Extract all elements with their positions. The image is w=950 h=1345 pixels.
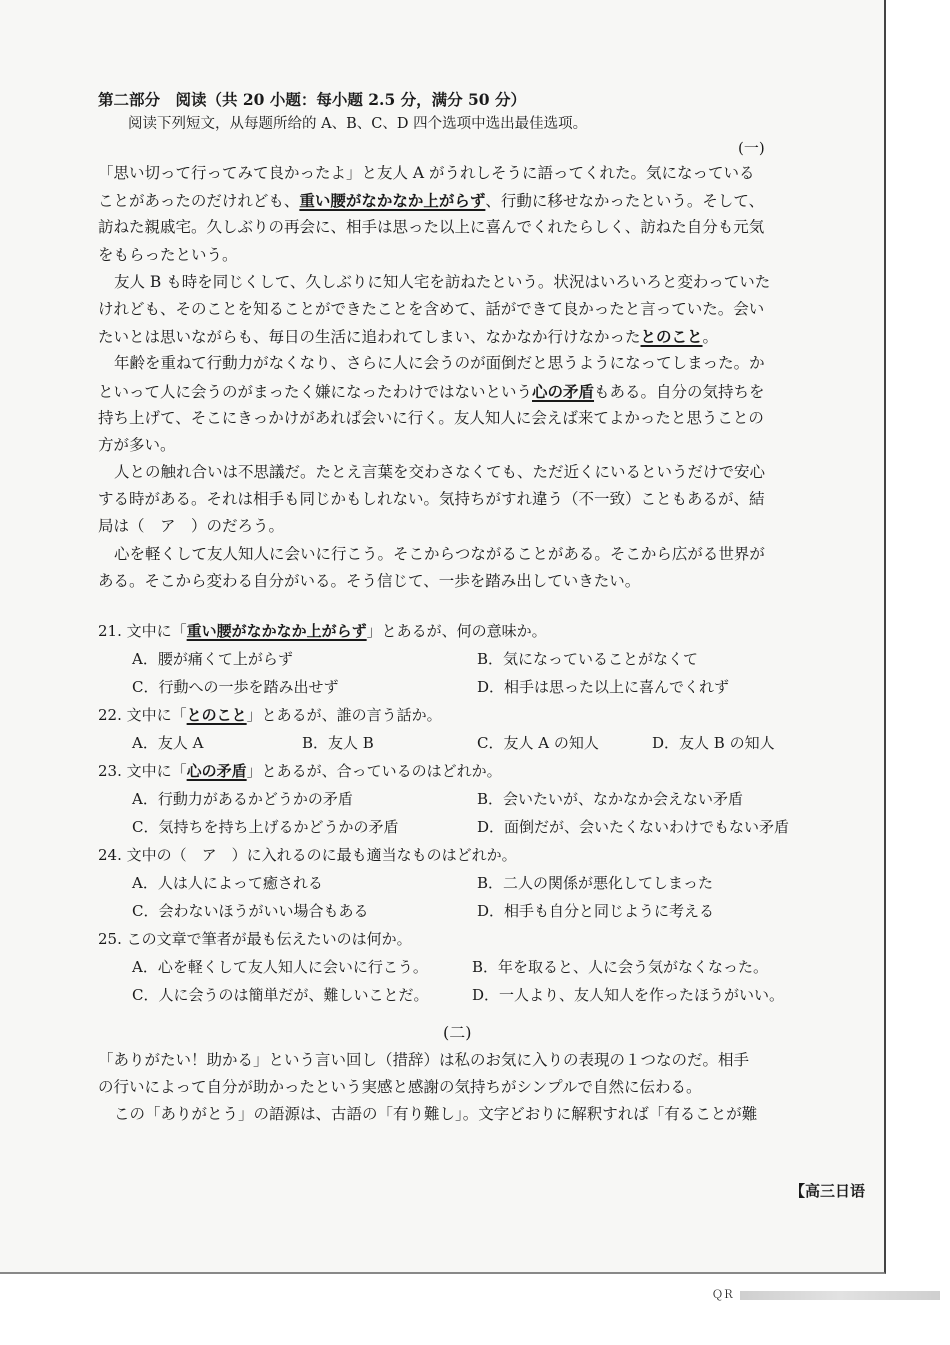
answer-option: D．一人より、友人知人を作ったほうがいい。: [472, 986, 785, 1004]
underlined-phrase: 重い腰がなかなか上がらず: [299, 191, 486, 211]
passage-2: [98, 1047, 838, 1129]
answer-option: A．腰が痛くて上がらず: [132, 650, 293, 668]
text-segment: この「ありがとう」の語源は、古語の「有り難し」。文字どおりに解釈すれば「有ることが難: [114, 1105, 758, 1124]
option-row: [98, 953, 838, 981]
exam-content: [98, 88, 838, 1129]
question-list: [98, 617, 838, 1009]
answer-option: C．行動への一歩を踏み出せず: [132, 678, 339, 696]
passage-1-line: [98, 160, 838, 187]
text-segment: 「ありがたい！助かる」という言い回し（措辞）は私のお気に入りの表現の１つなのだ。相手: [98, 1051, 750, 1069]
option-row: [98, 673, 838, 701]
answer-option: C．気持ちを持ち上げるかどうかの矛盾: [132, 818, 399, 836]
section-title: 第二部分 阅读（共 20 小题：每小题 2.5 分，满分 50 分）: [98, 90, 526, 109]
option-row: [98, 645, 838, 673]
answer-option: C．会わないほうがいい場合もある: [132, 902, 369, 920]
text-segment: 局は（ ア ）のだろう。: [98, 517, 285, 536]
passage-1-line: [98, 323, 838, 350]
underlined-phrase: 心の矛盾: [532, 381, 595, 401]
text-segment: けれども、そのことを知ることができたことを含めて、話ができて良かったと言っていた。会い: [98, 299, 765, 318]
option-row: [98, 897, 838, 925]
text-segment: をもらったという。: [98, 245, 238, 264]
answer-option: C．友人 A の知人: [477, 734, 599, 752]
passage-1-line: [98, 187, 838, 214]
option-row: [98, 813, 838, 841]
passage-1-line: [98, 242, 838, 269]
answer-option: D．友人 B の知人: [652, 734, 775, 752]
passage-1-line: [98, 513, 838, 540]
answer-option: B．友人 B: [302, 734, 374, 752]
qr-stamp: [712, 1286, 940, 1302]
watermark-blur: [740, 1291, 940, 1300]
text-segment: の行いによって自分が助かったという実感と感謝の気持ちがシンプルで自然に伝わる。: [98, 1078, 702, 1097]
answer-option: A．人は人によって癒される: [132, 874, 323, 892]
footer-label: 【高三日语: [790, 1182, 866, 1200]
text-segment: ことがあったのだけれども、: [98, 192, 300, 211]
question-text: 」とあるが、合っているのはどれか。: [246, 762, 502, 780]
passage-2-line: [98, 1074, 838, 1101]
question-text: 文中に「: [126, 622, 187, 640]
passage-1-line: [98, 541, 838, 568]
text-segment: 心を軽くして友人知人に会いに行こう。そこからつながることがある。そこから広がる世界が: [114, 544, 765, 563]
answer-option: A．心を軽くして友人知人に会いに行こう。: [132, 958, 428, 976]
answer-option: B．会いたいが、なかなか会えない矛盾: [477, 790, 744, 808]
passage-1-line: [98, 459, 838, 486]
text-segment: といって人に会うのがまったく嫌になったわけではないという: [98, 382, 533, 401]
text-segment: 持ち上げて、そこにきっかけがあれば会いに行く。友人知人に会えば来てよかったと思うことの: [98, 408, 764, 427]
question-stem: [98, 701, 838, 729]
question-number: 23.: [98, 762, 127, 780]
text-segment: する時がある。それは相手も同じかもしれない。気持ちがすれ違う（不一致）こともあるが、結: [98, 490, 765, 509]
answer-option: C．人に会うのは簡単だが、難しいことだ。: [132, 986, 429, 1004]
underlined-phrase: とのこと: [640, 327, 703, 347]
passage-1-line: [98, 214, 838, 241]
question-text: 文中に「: [126, 706, 187, 724]
question-text: 文中の（ ア ）に入れるのに最も適当なものはどれか。: [126, 846, 517, 864]
answer-option: D．相手は思った以上に喜んでくれず: [477, 678, 730, 696]
passage-1: [98, 160, 838, 595]
question-text: 」とあるが、誰の言う話か。: [246, 706, 442, 724]
answer-option: A．友人 A: [132, 734, 204, 752]
passage-2-line: [98, 1101, 838, 1128]
question-number: 22.: [98, 706, 127, 724]
passage-1-line: [98, 486, 838, 513]
text-segment: 友人 B も時を同じくして、久しぶりに知人宅を訪ねたという。状況はいろいろと変わっていた: [114, 272, 771, 291]
answer-option: B．気になっていることがなくて: [477, 650, 699, 668]
question-stem: [98, 841, 838, 869]
option-row: [98, 729, 838, 757]
text-segment: 、行動に移せなかったという。そして、: [485, 192, 765, 211]
question-stem: [98, 617, 838, 645]
text-segment: 人との触れ合いは不思議だ。たとえ言葉を交わさなくても、ただ近くにいるというだけで安心: [114, 463, 766, 482]
text-segment: たいとは思いながらも、毎日の生活に追われてしまい、なかなか行けなかった: [98, 328, 641, 347]
answer-option: A．行動力があるかどうかの矛盾: [132, 790, 353, 808]
question-number: 25.: [98, 930, 127, 948]
text-segment: 年齢を重ねて行動力がなくなり、さらに人に会うのが面倒だと思うようになってしまった。か: [114, 354, 765, 373]
instructions: 阅读下列短文，从每题所给的 A、B、C、D 四个选项中选出最佳选项。: [128, 116, 588, 132]
answer-option: B．二人の関係が悪化してしまった: [477, 874, 714, 892]
question-text: 文中に「: [126, 762, 187, 780]
passage-1-line: [98, 568, 838, 595]
underlined-phrase: 重い腰がなかなか上がらず: [186, 622, 367, 640]
passage-1-label: (一): [738, 139, 765, 157]
answer-option: D．面倒だが、会いたくないわけでもない矛盾: [477, 818, 790, 836]
question-number: 21.: [98, 622, 127, 640]
passage-1-line: [98, 269, 838, 296]
passage-1-line: [98, 405, 838, 432]
text-segment: 訪ねた親戚宅。久しぶりの再会に、相手は思った以上に喜んでくれたらしく、訪ねた自分も元気: [98, 218, 765, 237]
passage-1-line: [98, 378, 838, 405]
text-segment: 方が多い。: [98, 435, 176, 454]
question-stem: [98, 757, 838, 785]
passage-1-line: [98, 432, 838, 459]
option-row: [98, 785, 838, 813]
option-row: [98, 869, 838, 897]
underlined-phrase: 心の矛盾: [186, 762, 247, 780]
passage-1-line: [98, 296, 838, 323]
underlined-phrase: とのこと: [186, 706, 247, 724]
option-row: [98, 981, 838, 1009]
passage-2-line: [98, 1047, 838, 1074]
answer-option: B．年を取ると、人に会う気がなくなった。: [472, 958, 769, 976]
text-segment: もある。自分の気持ちを: [594, 382, 765, 401]
question-text: 」とあるが、何の意味か。: [366, 622, 547, 640]
text-segment: 「思い切って行ってみて良かったよ」と友人 A がうれしそうに語ってくれた。気になっている: [98, 164, 755, 182]
text-segment: 。: [702, 328, 719, 347]
question-number: 24.: [98, 846, 127, 864]
answer-option: D．相手も自分と同じように考える: [477, 902, 715, 920]
qr-stamp-label: ＱＲ: [712, 1288, 734, 1301]
text-segment: ある。そこから変わる自分がいる。そう信じて、一歩を踏み出していきたい。: [98, 571, 641, 590]
question-text: この文章で筆者が最も伝えたいのは何か。: [126, 930, 412, 948]
question-stem: [98, 925, 838, 953]
passage-1-line: [98, 350, 838, 377]
passage-2-label: (二): [443, 1023, 472, 1042]
